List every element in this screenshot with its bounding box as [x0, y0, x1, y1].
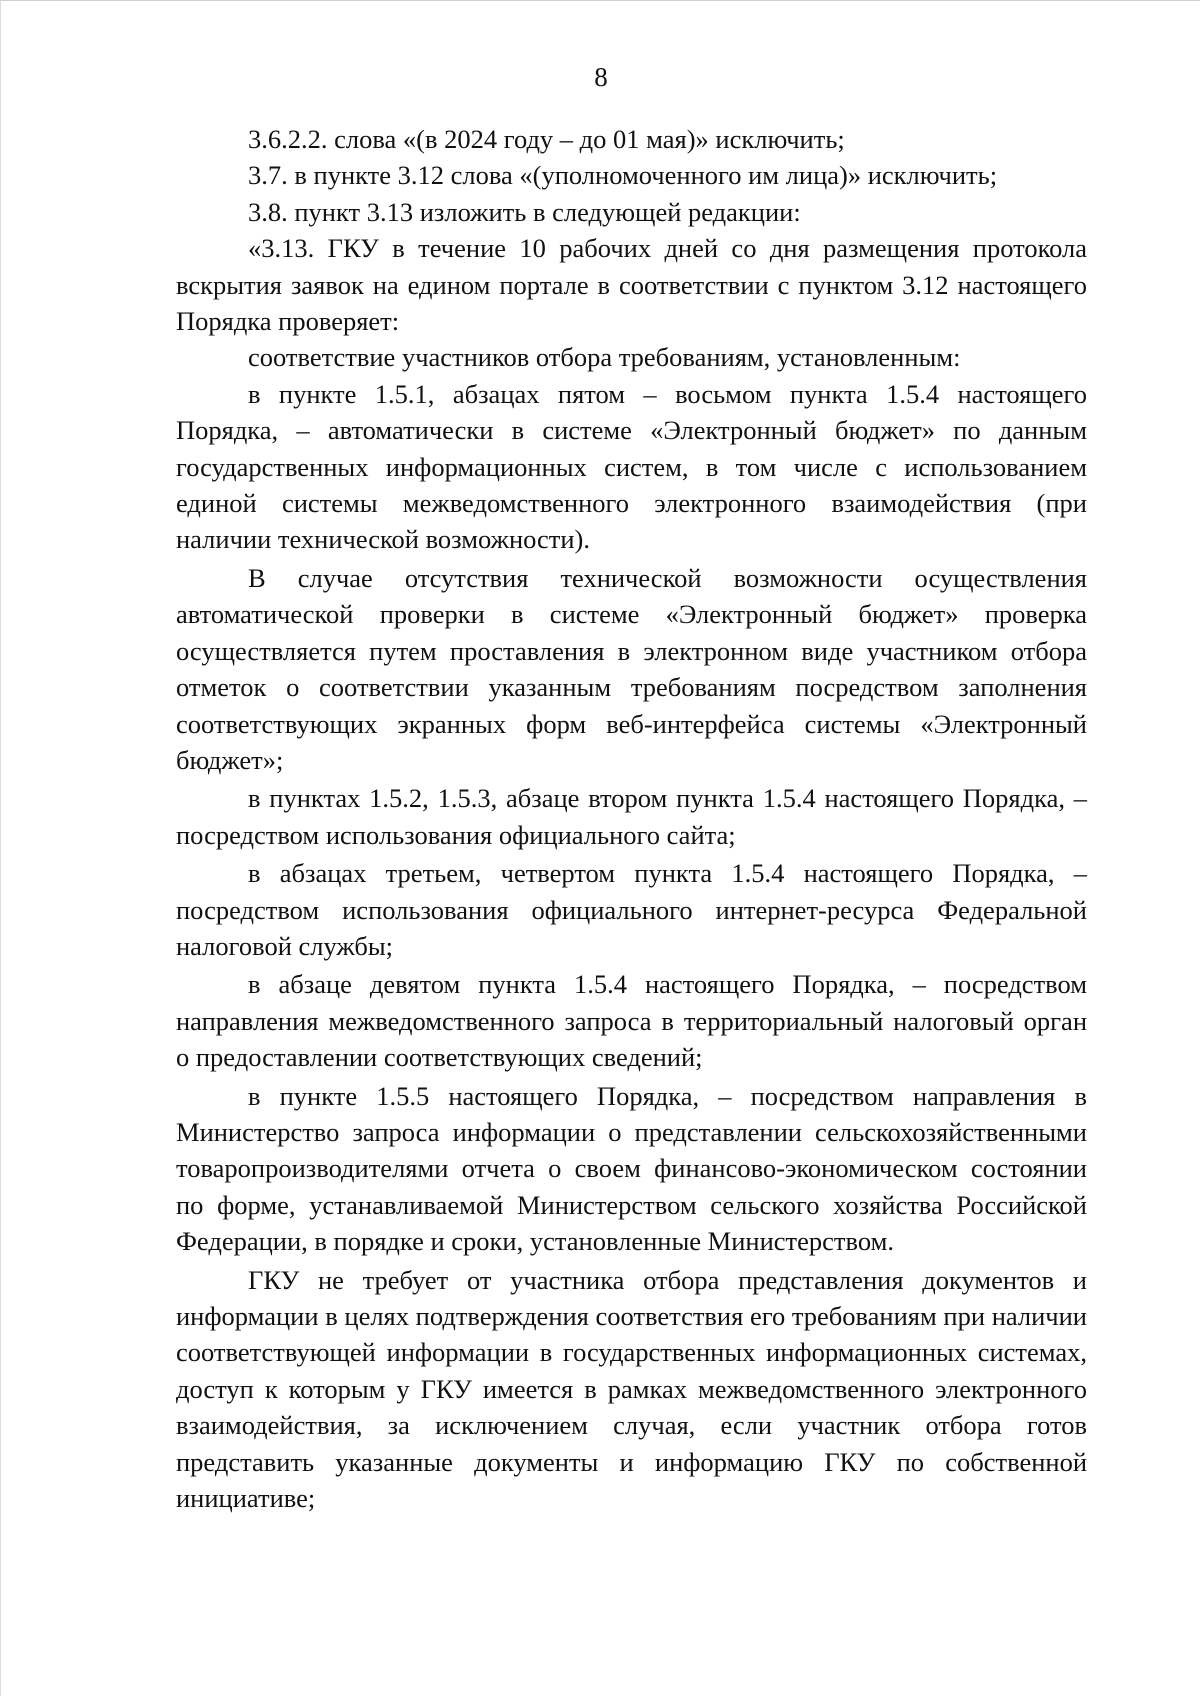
paragraph-3-8: 3.8. пункт 3.13 изложить в следующей редакции: [248, 196, 801, 227]
paragraph-no-technical-possibility: В случае отсутствия технической возможности осуществления автоматической проверки в системе «Электронный бюджет» проверка осуществляется путем проставления в электронном виде участником отбора отметок о соответствии указанным требованиям посредством заполнения соответствующих экранных форм веб-интерфейса системы «Электронный бюджет»; [176, 562, 1087, 775]
page-number: 8 [594, 62, 608, 92]
paragraph-3-7: 3.7. в пункте 3.12 слова «(уполномоченного им лица)» исключить; [248, 160, 998, 191]
paragraph-tax-service: в абзацах третьем, четвертом пункта 1.5.4 настоящего Порядка, – посредством использования официального интернет-ресурса Федеральной налоговой службы; [176, 858, 1087, 961]
paragraph-item-1-5-1: в пункте 1.5.1, абзацах пятом – восьмом пункта 1.5.4 настоящего Порядка, – автоматически в системе «Электронный бюджет» по данным государственных информационных систем, в том числе с использованием единой системы межведомственного электронного взаимодействия (при наличии технической возможности). [176, 378, 1087, 555]
paragraph-3-13-intro: «3.13. ГКУ в течение 10 рабочих дней со дня размещения протокола вскрытия заявок на едином портале в соответствии с пунктом 3.12 настоящего Порядка проверяет: [176, 233, 1087, 337]
paragraph-3-6-2-2: 3.6.2.2. слова «(в 2024 году – до 01 мая)» исключить; [248, 124, 845, 154]
paragraph-compliance-requirements: соответствие участников отбора требованиям, установленным: [248, 342, 961, 373]
paragraph-item-1-5-5: в пункте 1.5.5 настоящего Порядка, – посредством направления в Министерство запроса информации о представлении сельскохозяйственными товаропроизводителями отчета о своем финансово-экономическом состоянии по форме, устанавливаемой Министерством сельского хозяйства Российской Федерации, в порядке и сроки, установленные Министерством. [176, 1080, 1087, 1257]
paragraph-items-1-5-2-1-5-3: в пунктах 1.5.2, 1.5.3, абзаце втором пункта 1.5.4 настоящего Порядка, – посредством использования официального сайта; [176, 783, 1087, 850]
document-body [176, 121, 1087, 1516]
paragraph-gku-does-not-require: ГКУ не требует от участника отбора представления документов и информации в целях подтверждения соответствия его требованиям при наличии соответствующей информации в государственных информационных системах, доступ к которым у ГКУ имеется в рамках межведомственного электронного взаимодействия, за исключением случая, если участник отбора готов представить указанные документы и информацию ГКУ по собственной инициативе; [176, 1264, 1087, 1514]
paragraph-interagency-request: в абзаце девятом пункта 1.5.4 настоящего Порядка, – посредством направления межведомственного запроса в территориальный налоговый орган о предоставлении соответствующих сведений; [176, 969, 1087, 1073]
